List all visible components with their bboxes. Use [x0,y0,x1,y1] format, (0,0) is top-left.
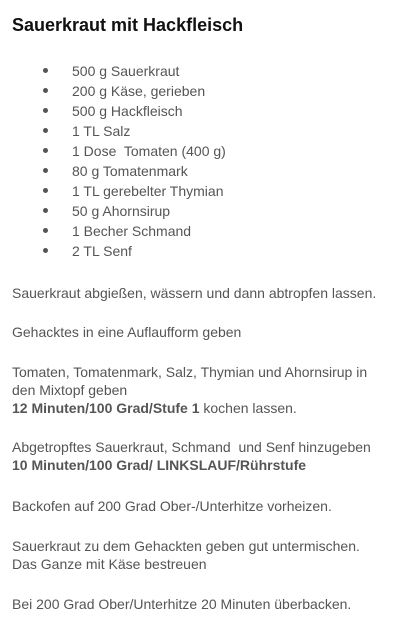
bullet-icon [43,88,48,93]
bullet-icon [43,108,48,113]
ingredient-item [0,81,226,101]
step-drain-sauerkraut: Sauerkraut abgießen, wässern und dann abtropfen lassen. [12,285,377,301]
ingredient-item [0,61,226,81]
ingredient-item [0,121,226,141]
step-mix-and-cheese [12,537,360,573]
step-bake: Bei 200 Grad Ober/Unterhitze 20 Minuten überbacken. [12,596,352,612]
ingredient-list [0,61,226,261]
bullet-icon [43,148,48,153]
step-text-line: Sauerkraut zu dem Gehackten geben gut untermischen. [12,538,360,554]
ingredient-text: 1 Becher Schmand [72,223,192,239]
cooking-setting: 10 Minuten/100 Grad/ LINKSLAUF/Rührstufe [12,457,307,473]
ingredient-text: 1 TL gerebelter Thymian [72,183,224,199]
ingredient-text: 80 g Tomatenmark [72,163,188,179]
bullet-icon [43,228,48,233]
ingredient-text: 1 TL Salz [72,123,131,139]
ingredient-item [0,221,226,241]
step-preheat-oven: Backofen auf 200 Grad Ober-/Unterhitze vorheizen. [12,498,332,514]
step-text-line: Tomaten, Tomatenmark, Salz, Thymian und Ahornsirup in [12,364,368,380]
ingredient-item [0,181,226,201]
ingredient-text: 1 Dose Tomaten (400 g) [72,143,226,159]
bullet-icon [43,208,48,213]
step-text-line: Abgetropftes Sauerkraut, Schmand und Senf hinzugeben [12,439,371,455]
ingredient-text: 500 g Sauerkraut [72,63,180,79]
bullet-icon [43,248,48,253]
ingredient-text: 2 TL Senf [72,243,132,259]
ingredient-item [0,141,226,161]
bullet-icon [43,188,48,193]
ingredient-item [0,161,226,181]
step-text-line: den Mixtopf geben [12,382,128,398]
cooking-setting: 12 Minuten/100 Grad/Stufe 1 [12,400,200,416]
step-text-line: Das Ganze mit Käse bestreuen [12,556,207,572]
ingredient-text: 50 g Ahornsirup [72,203,171,219]
bullet-icon [43,128,48,133]
step-tomato-sauce [12,363,367,417]
step-add-sauerkraut [12,438,371,474]
bullet-icon [43,68,48,73]
recipe-title: Sauerkraut mit Hackfleisch [12,15,244,35]
bullet-icon [43,168,48,173]
ingredient-text: 200 g Käse, gerieben [72,83,206,99]
ingredient-item [0,101,226,121]
ingredient-item [0,201,226,221]
step-text-line: kochen lassen. [199,400,297,416]
ingredient-item [0,241,226,261]
ingredient-text: 500 g Hackfleisch [72,103,183,119]
step-minced-meat-to-dish: Gehacktes in eine Auflaufform geben [12,324,242,340]
